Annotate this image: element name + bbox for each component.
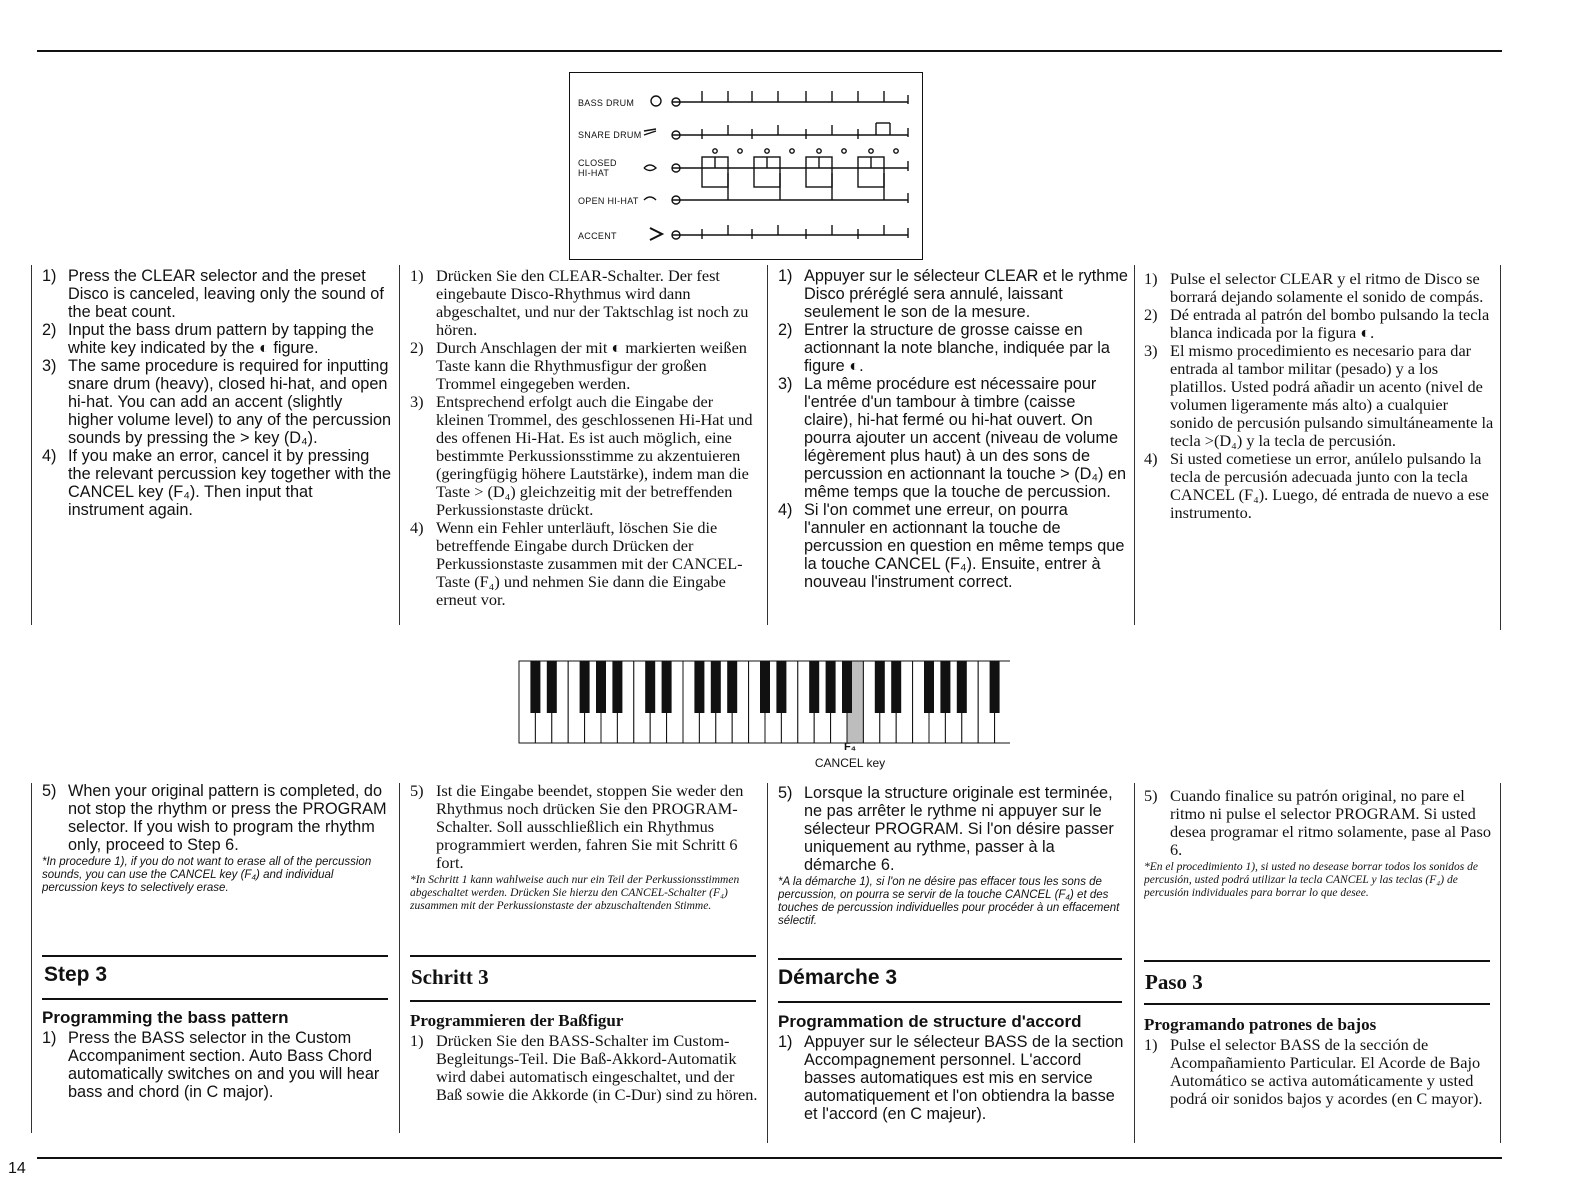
step-item: 2) Input the bass drum pattern by tapping the white key indicated by the ◐ figure. xyxy=(42,321,374,357)
black-key xyxy=(842,661,852,713)
black-key xyxy=(694,661,704,713)
step-item: 1) Pulse el selector BASS de la sección de Acompañamiento Particular. El Acorde de Bajo Automático se activa automáticamente y usted podrá oir sonidos bajos y acordes (en C mayor). xyxy=(1144,1035,1483,1108)
black-key xyxy=(809,661,819,713)
step-item: 3) La même procédure est nécessaire pour l'entrée d'un tambour à timbre (caisse claire), hi-hat fermé ou hi-hat ouvert. On pourra ajouter un accent (niveau de volume légèrement plus haut) à un des sons de percussion en actionnant la touche > (D₄) en même temps que la touche de percussion. xyxy=(778,375,1127,501)
column-rule xyxy=(767,265,768,625)
step-title: Démarche 3 xyxy=(778,966,898,989)
heading-rule xyxy=(778,958,1122,960)
row-label-accent: ACCENT xyxy=(578,231,617,241)
heading-rule xyxy=(410,955,756,957)
english-step3-block xyxy=(42,1008,392,1118)
page-number: 14 xyxy=(8,1160,26,1177)
step-item: 2) Dé entrada al patrón del bombo pulsando la tecla blanca indicada por la figura ◐. xyxy=(1144,305,1490,342)
keyboard-svg xyxy=(518,660,1010,744)
step-title: Schritt 3 xyxy=(411,965,489,989)
black-key xyxy=(957,661,967,713)
rhythm-staff-svg xyxy=(570,73,922,259)
step-item: 2) Durch Anschlagen der mit ◐ markierten weißen Taste kann die Rhythmusfigur der großen Trommel eingegeben werden. xyxy=(410,338,747,393)
german-step3-block xyxy=(410,1011,760,1121)
black-key xyxy=(596,661,606,713)
column-rule xyxy=(767,783,768,1143)
black-key xyxy=(727,661,737,713)
row-label-snare-drum: SNARE DRUM xyxy=(578,130,642,140)
keyboard-illustration xyxy=(518,660,1010,749)
step-item: 4) Si usted cometiese un error, anúlelo pulsando la tecla de percusión adecuada junto con la tecla CANCEL (F₄). Luego, dé entrada de nuevo a ese instrumento. xyxy=(1144,449,1489,522)
step-item: 5) Ist die Eingabe beendet, stoppen Sie weder den Rhythmus noch drücken Sie den PROGRAM-Schalter. Soll ausschließlich ein Rhythmus programmiert werden, fahren Sie mit Schritt 6 fort. xyxy=(410,782,744,872)
top-rule xyxy=(37,50,1502,52)
sub-title: Programmieren der Baßfigur xyxy=(410,1011,624,1030)
cancel-key-label: CANCEL key xyxy=(814,756,886,770)
footnote: *A la démarche 1), si l'on ne désire pas effacer tous les sons de percussion, on pourra se servir de la touche CANCEL (F₄) et des touches de percussion individuelles pour procéder à un effacement sélectif. xyxy=(778,876,1120,927)
black-key xyxy=(826,661,836,713)
french-step5 xyxy=(778,784,1126,934)
step-item: 4) Si l'on commet une erreur, on pourra l'annuler en actionnant la touche de percussion en question en même temps que la touche CANCEL (F₄). Ensuite, entrer à nouveau l'instrument correct. xyxy=(778,501,1125,591)
footnote: *En el procedimiento 1), si usted no desease borrar todos los sonidos de percusión, usted podrá utilizar la tecla CANCEL y las teclas (F₄) de percusión individuales para borrar lo que desee. xyxy=(1144,861,1479,899)
heading-rule xyxy=(1144,960,1490,962)
black-key xyxy=(891,661,901,713)
heading-rule xyxy=(778,1001,1122,1003)
sub-title: Programmation de structure d'accord xyxy=(778,1012,1082,1031)
row-label-bass-drum: BASS DRUM xyxy=(578,98,635,108)
black-key xyxy=(760,661,770,713)
sub-title: Programming the bass pattern xyxy=(42,1008,289,1027)
black-key xyxy=(990,661,1000,713)
black-key xyxy=(940,661,950,713)
black-key xyxy=(776,661,786,713)
step-item: 1) Appuyer sur le sélecteur CLEAR et le rythme Disco préréglé sera annulé, laissant seulement le son de la mesure. xyxy=(778,267,1128,321)
black-key xyxy=(547,661,557,713)
black-key xyxy=(612,661,622,713)
black-key xyxy=(530,661,540,713)
column-rule xyxy=(31,783,32,1133)
english-column-top xyxy=(42,267,392,617)
step-item: 3) Entsprechend erfolgt auch die Eingabe der kleinen Trommel, des geschlossenen Hi-Hat und des offenen Hi-Hat. Es ist auch möglich, eine bestimmte Perkussionsstimme zu akzentuieren (geringfügig höhere Lautstärke), indem man die Taste > (D₄) gleichzeitig mit der betreffenden Perkussionstaste drückt. xyxy=(410,392,753,519)
french-column-top xyxy=(778,267,1128,627)
step-title: Paso 3 xyxy=(1145,970,1203,994)
step-item: 3) El mismo procedimiento es necesario para dar entrada al tambor militar (pesado) y a los platillos. Usted podrá añadir un acento (nivel de volumen ligeramente más alto) a cualquier sonido de percusión pulsando simultáneamente la tecla >(D₄) y la tecla de percusión. xyxy=(1144,341,1494,450)
column-rule xyxy=(31,265,32,625)
step-item: 1) Press the CLEAR selector and the preset Disco is canceled, leaving only the sound of the beat count. xyxy=(42,267,384,321)
column-rule xyxy=(1134,265,1135,625)
black-key xyxy=(924,661,934,713)
black-key xyxy=(645,661,655,713)
column-rule xyxy=(399,783,400,1133)
row-label-open-hihat: OPEN HI-HAT xyxy=(578,196,639,206)
column-rule xyxy=(1500,783,1501,1143)
step-item: 1) Drücken Sie den BASS-Schalter im Custom-Begleitungs-Teil. Die Baß-Akkord-Automatik wird dabei automatisch eingeschaltet, und der Baß sowie die Akkorde (in C-Dur) sind zu hören. xyxy=(410,1031,758,1104)
step-item: 1) Press the BASS selector in the Custom Accompaniment section. Auto Bass Chord automatically switches on and you will hear bass and chord (in C major). xyxy=(42,1029,380,1101)
german-step5 xyxy=(410,782,760,932)
step-item: 4) Wenn ein Fehler unterläuft, löschen Sie die betreffende Eingabe durch Drücken der Perkussionstaste zusammen mit der CANCEL-Taste (F₄) und nehmen Sie dann die Eingabe erneut vor. xyxy=(410,518,743,609)
english-step5 xyxy=(42,782,392,922)
step-item: 1) Drücken Sie den CLEAR-Schalter. Der fest eingebaute Disco-Rhythmus wird dann abgeschaltet, und nur der Taktschlag ist noch zu hören. xyxy=(410,267,749,339)
f4-key-name: F₄ xyxy=(844,741,856,753)
spanish-column-top xyxy=(1144,270,1494,620)
step-item: 4) If you make an error, cancel it by pressing the relevant percussion key together with the CANCEL key (F₄). Then input that instrument again. xyxy=(42,447,392,519)
step-item: 5) Lorsque la structure originale est terminée, ne pas arrêter le rythme ni appuyer sur le sélecteur PROGRAM. Si l'on désire passer uniquement au rythme, passer à la démarche 6. xyxy=(778,784,1114,874)
sub-title: Programando patrones de bajos xyxy=(1144,1015,1377,1034)
step-item: 1) Appuyer sur le sélecteur BASS de la section Accompagnement personnel. L'accord basses automatiques est mis en service automatiquement et l'on obtiendra la basse et l'accord (en C majeur). xyxy=(778,1033,1124,1123)
step-item: 5) When your original pattern is completed, do not stop the rhythm or press the PROGRAM selector. If you wish to program the rhythm only, proceed to Step 6. xyxy=(42,782,387,854)
step-item: 5) Cuando finalice su patrón original, no pare el ritmo ni pulse el selector PROGRAM. Si usted desea programar el ritmo solamente, pase al Paso 6. xyxy=(1144,787,1491,859)
heading-rule xyxy=(42,955,388,957)
footnote: *In procedure 1), if you do not want to erase all of the percussion sounds, you can use the CANCEL key (F₄) and individual percussion keys to selectively erase. xyxy=(42,856,372,894)
step-item: 1) Pulse el selector CLEAR y el ritmo de Disco se borrará dejando solamente el sonido de compás. xyxy=(1144,270,1484,306)
bottom-rule xyxy=(37,1157,1502,1159)
heading-rule xyxy=(1144,1003,1490,1005)
step-item: 3) The same procedure is required for inputting snare drum (heavy), closed hi-hat, and open hi-hat. You can add an accent (slightly higher volume level) to any of the percussion sounds by pressing the > key (D₄). xyxy=(42,357,392,447)
heading-rule xyxy=(410,1000,756,1002)
black-key xyxy=(580,661,590,713)
step-item: 2) Entrer la structure de grosse caisse en actionnant la note blanche, indiquée par la figure ◐. xyxy=(778,321,1110,375)
column-rule xyxy=(1134,783,1135,1143)
column-rule xyxy=(1500,265,1501,630)
spanish-step3-block xyxy=(1144,1015,1494,1135)
heading-rule xyxy=(42,998,388,1000)
rhythm-pattern-diagram xyxy=(569,72,923,260)
step-title: Step 3 xyxy=(44,963,108,986)
footnote: *In Schritt 1 kann wahlweise auch nur ein Teil der Perkussionsstimmen abgeschaltet werden. Drücken Sie hierzu den CANCEL-Schalter (F₄) zusammen mit der Perkussionstaste der abzuschaltenden Stimme. xyxy=(410,874,740,912)
black-key xyxy=(711,661,721,713)
spanish-step5 xyxy=(1144,787,1494,927)
column-rule xyxy=(399,265,400,625)
black-key xyxy=(662,661,672,713)
german-column-top xyxy=(410,267,762,627)
row-label-closed-hihat: CLOSED HI-HAT xyxy=(578,158,617,178)
french-step3-block xyxy=(778,1012,1128,1142)
black-key xyxy=(875,661,885,713)
